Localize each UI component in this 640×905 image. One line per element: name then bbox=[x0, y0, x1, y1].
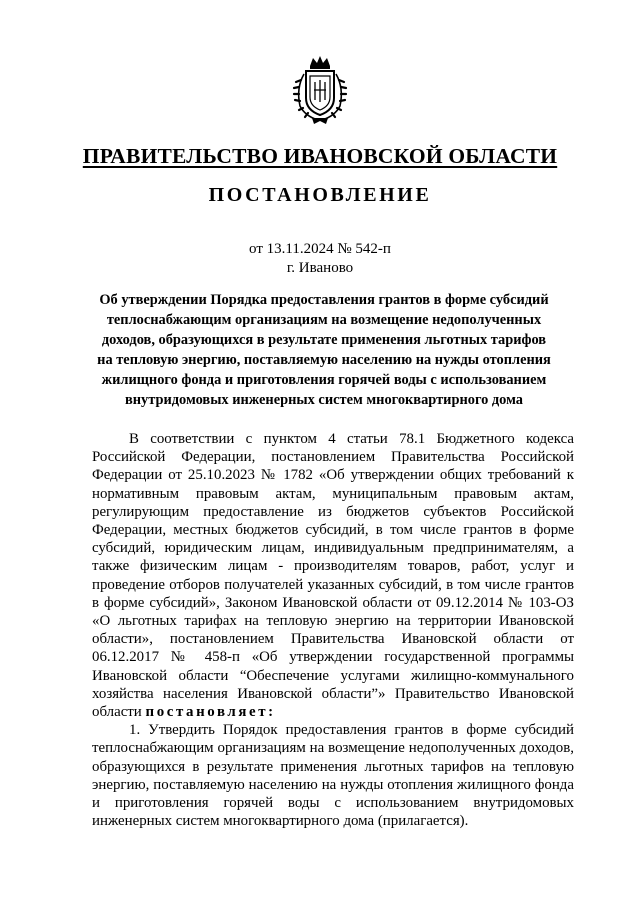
preamble-paragraph bbox=[92, 430, 574, 721]
resolves-word: постановляет: bbox=[145, 704, 276, 721]
organization-name: ПРАВИТЕЛЬСТВО ИВАНОВСКОЙ ОБЛАСТИ bbox=[82, 144, 558, 168]
document-body bbox=[92, 430, 574, 830]
document-title: Об утверждении Порядка предоставления грантов в форме субсидий теплоснабжающим организациям на возмещение недополученных доходов, образующихся в результате применения льготных тарифов на тепловую энергию, поставляемую населению на нужды отопления жилищного фонда и приготовления горячей воды с использованием внутридомовых инженерных систем многоквартирного дома bbox=[97, 292, 551, 408]
item-1-paragraph: 1. Утвердить Порядок предоставления грантов в форме субсидий теплоснабжающим организациям на возмещение недополученных доходов, образующихся в результате применения льготных тарифов на тепловую энергию, поставляемую населению на нужды отопления жилищного фонда и приготовления горячей воды с использованием внутридомовых инженерных систем многоквартирного дома (прилагается). bbox=[92, 722, 574, 830]
city: г. Иваново bbox=[286, 260, 354, 276]
document-type: ПОСТАНОВЛЕНИЕ bbox=[208, 184, 432, 206]
date-number: от 13.11.2024 № 542-п bbox=[249, 241, 391, 257]
date-block bbox=[0, 240, 640, 278]
coat-of-arms-icon bbox=[291, 54, 349, 126]
preamble-text: В соответствии с пунктом 4 статьи 78.1 Бюджетного кодекса Российской Федерации, постановлением Правительства Российской Федерации от 25.10.2023 № 1782 «Об утверждении общих требований к нормативным правовым актам, муниципальным правовым актам, регулирующим предоставление из бюджетов субъектов Российской Федерации, местных бюджетов субсидий, в том числе грантов в форме субсидий, юридическим лицам, индивидуальным предпринимателям, а также физическим лицам - производителям товаров, работ, услуг и проведение отборов получателей указанных субсидий, в том числе грантов в форме субсидий», Законом Ивановской области от 09.12.2014 № 103-ОЗ «О льготных тарифах на тепловую энергию на территории Ивановской области», постановлением Правительства Ивановской области от 06.12.2017 № 458-п «Об утверждении государственной программы Ивановской области “Обеспечение услугами жилищно-коммунального хозяйства населения Ивановской области”» Правительство Ивановской области bbox=[92, 431, 574, 721]
